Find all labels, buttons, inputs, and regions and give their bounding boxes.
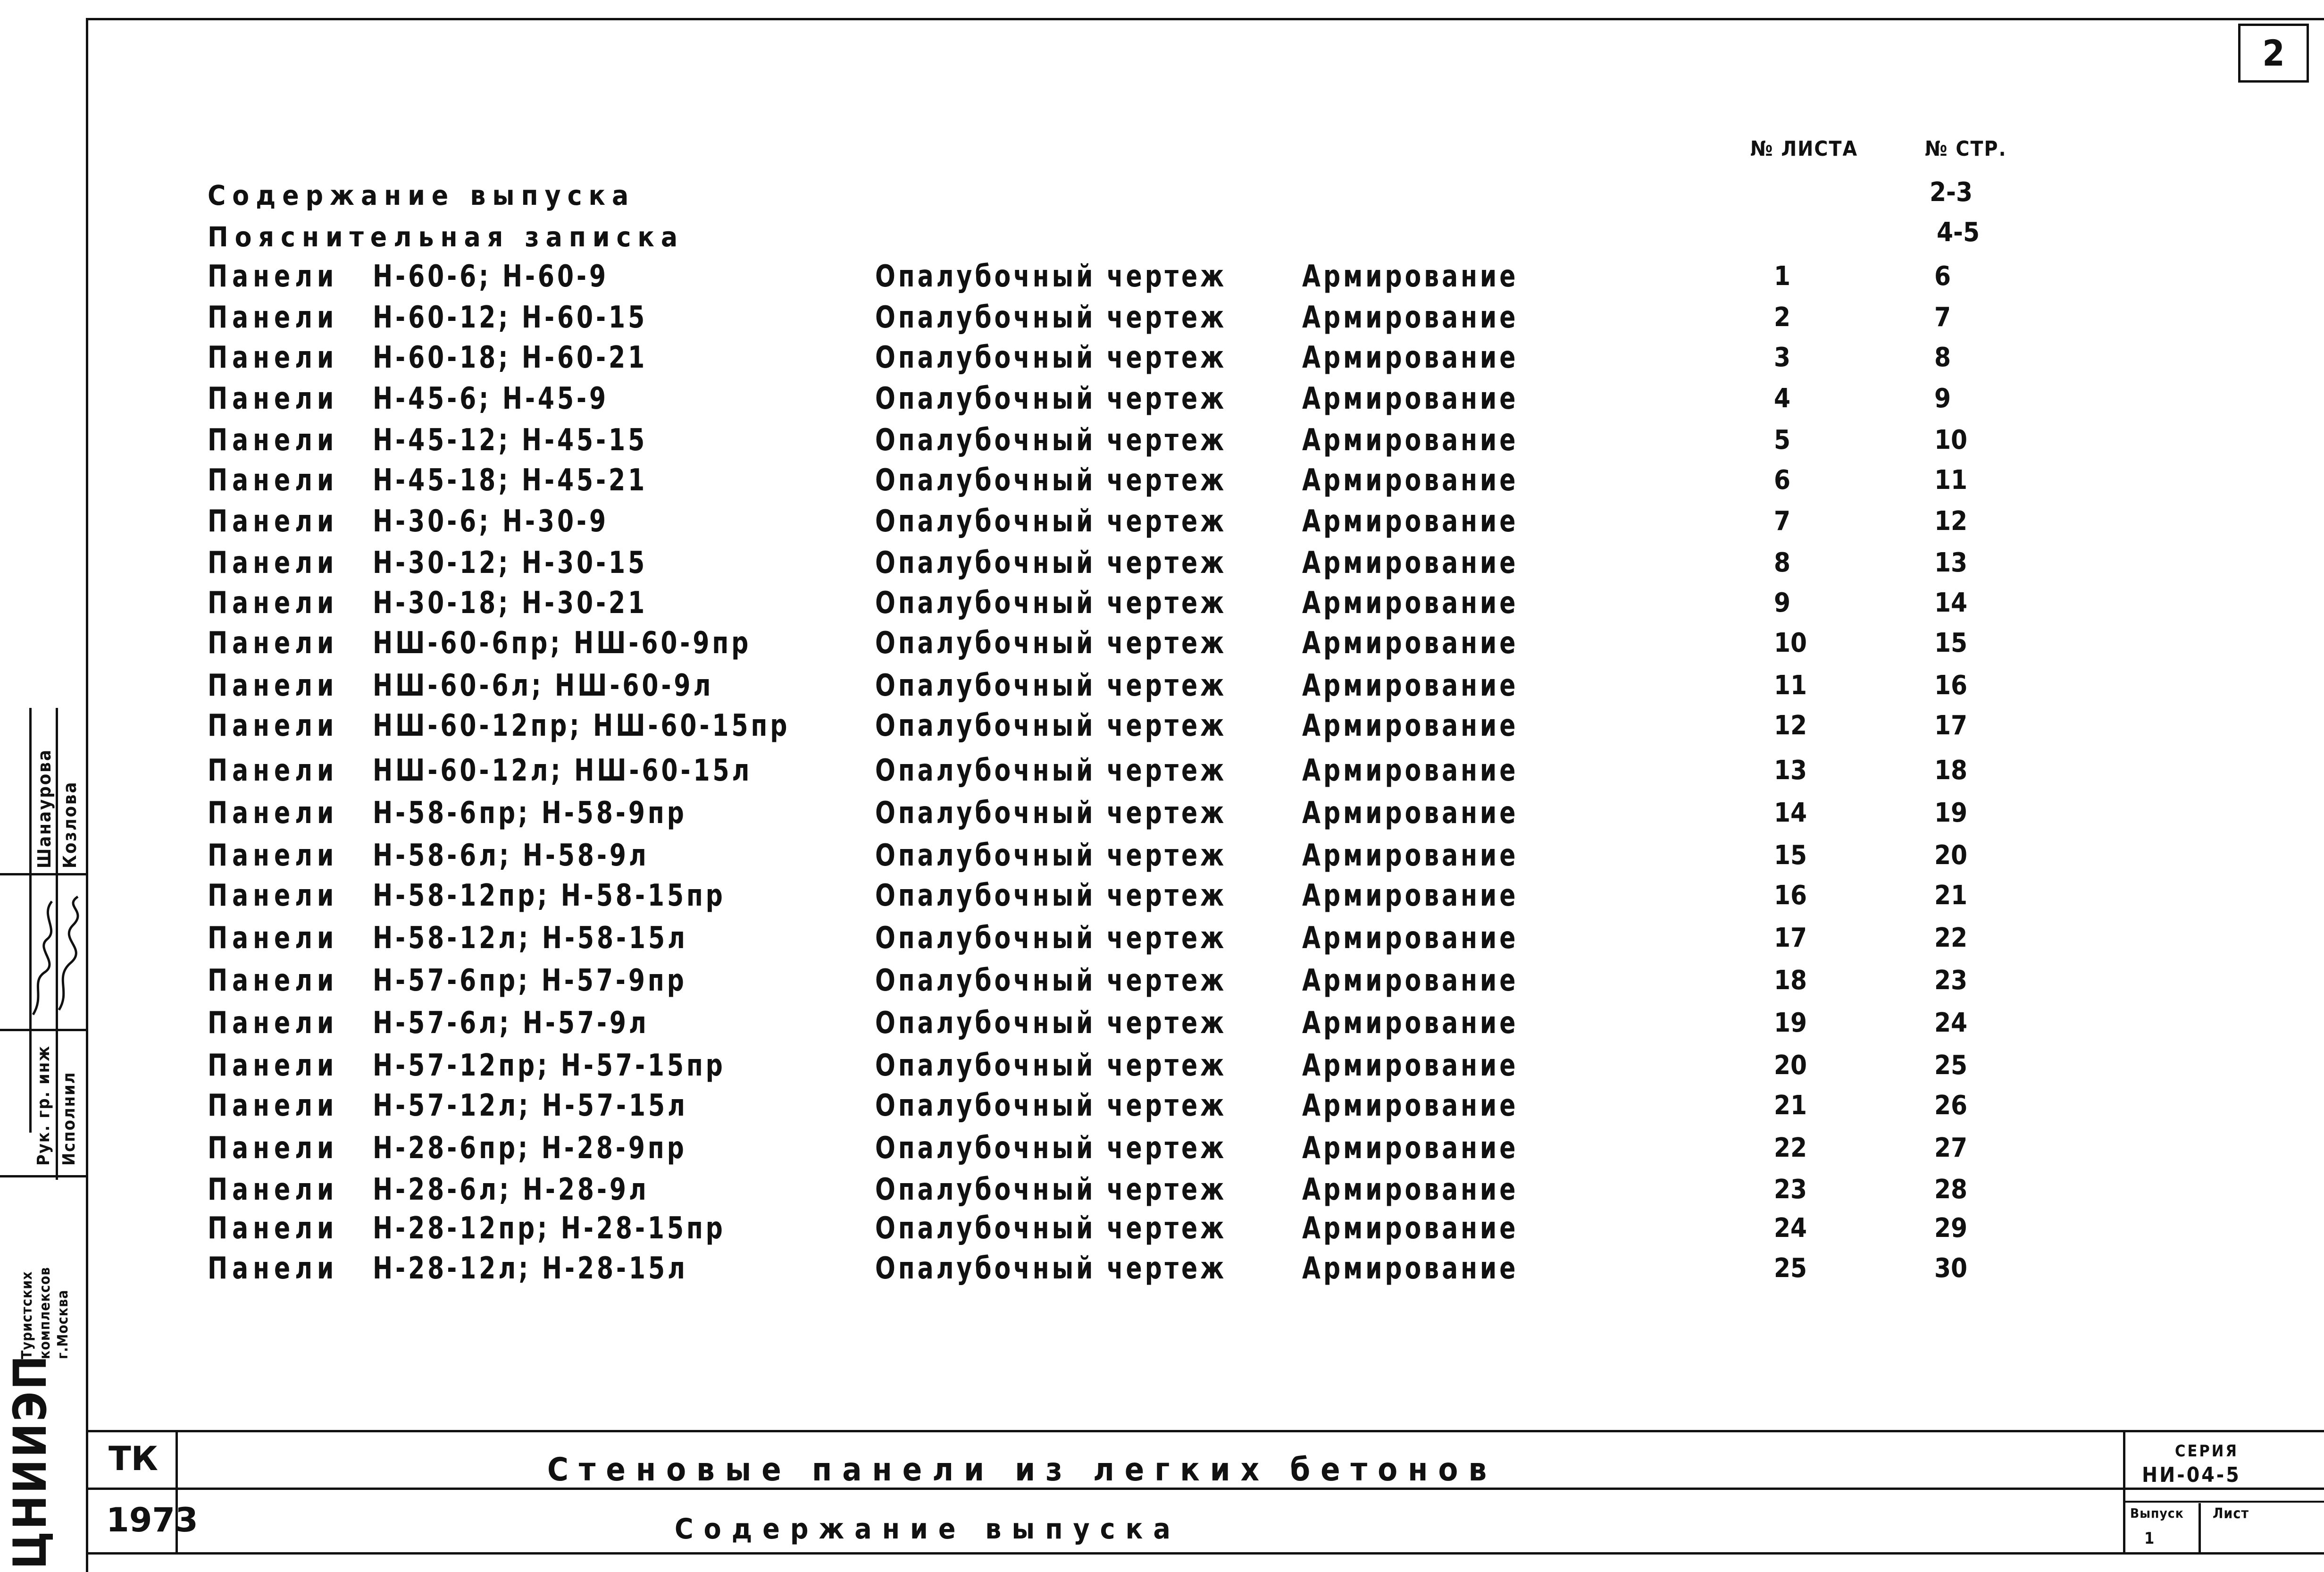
stamp-org-name-2: комплексов — [37, 1267, 53, 1359]
row-marks: Н-45-6; Н-45-9 — [373, 381, 609, 416]
row-label: Панели — [208, 545, 339, 580]
row-marks: Н-60-12; Н-60-15 — [373, 300, 648, 335]
row-drawing: Опалубочный чертеж — [875, 1005, 1227, 1041]
stamp-org-name-3: г.Москва — [55, 1289, 71, 1359]
row-reinforcement: Армирование — [1302, 585, 1519, 621]
row-label: Панели — [208, 838, 339, 873]
row-page-no: 8 — [1934, 342, 1951, 373]
row-page-no: 13 — [1934, 547, 1968, 578]
row-marks: Н-28-6пр; Н-28-9пр — [373, 1130, 687, 1166]
row-marks: Н-57-12л; Н-57-15л — [373, 1088, 688, 1123]
document-subtitle: Содержание выпуска — [675, 1513, 1181, 1546]
row-drawing: Опалубочный чертеж — [875, 708, 1227, 743]
row-drawing: Опалубочный чертеж — [875, 668, 1227, 703]
row-reinforcement: Армирование — [1302, 545, 1519, 580]
row-drawing: Опалубочный чертеж — [875, 920, 1227, 956]
row-marks: Н-30-6; Н-30-9 — [373, 504, 609, 539]
signature-mark — [26, 887, 85, 1024]
title-block-divider-right — [2123, 1430, 2125, 1555]
sheet-number: 2 — [2262, 32, 2285, 74]
stamp-line-4 — [0, 1029, 86, 1031]
row-reinforcement: Армирование — [1302, 668, 1519, 703]
stamp-role-1: Рук. гр. инж — [34, 1045, 53, 1166]
row-marks: НШ-60-6л; НШ-60-9л — [373, 668, 714, 703]
row-marks: Н-45-12; Н-45-15 — [373, 422, 648, 458]
row-marks: Н-58-6л; Н-58-9л — [373, 838, 649, 873]
sheet-no-column-header: № ЛИСТА — [1750, 137, 1858, 161]
row-sheet-no: 1 — [1774, 261, 1791, 292]
row-label: Панели — [208, 878, 339, 913]
row-label: Панели — [208, 381, 339, 416]
row-drawing: Опалубочный чертеж — [875, 259, 1227, 294]
row-label: Панели — [208, 1048, 339, 1083]
row-page-no: 10 — [1934, 425, 1968, 455]
row-sheet-no: 2 — [1774, 302, 1791, 333]
row-page-no: 30 — [1934, 1253, 1968, 1284]
row-drawing: Опалубочный чертеж — [875, 1048, 1227, 1083]
row-label: Панели — [208, 753, 339, 788]
row-drawing: Опалубочный чертеж — [875, 300, 1227, 335]
org-code: ТК — [109, 1439, 158, 1478]
stamp-name-1: Шанаурова — [34, 748, 55, 868]
intro-contents-page: 2-3 — [1930, 177, 1973, 208]
row-sheet-no: 25 — [1774, 1253, 1807, 1284]
row-page-no: 26 — [1934, 1090, 1968, 1121]
row-marks: Н-30-12; Н-30-15 — [373, 545, 648, 580]
row-sheet-no: 3 — [1774, 342, 1791, 373]
series-value: НИ-04-5 — [2142, 1463, 2241, 1487]
stamp-line-5 — [0, 1175, 86, 1177]
row-page-no: 22 — [1934, 923, 1968, 953]
row-reinforcement: Армирование — [1302, 838, 1519, 873]
row-sheet-no: 24 — [1774, 1213, 1807, 1244]
row-drawing: Опалубочный чертеж — [875, 838, 1227, 873]
stamp-role-2: Исполнил — [59, 1071, 79, 1166]
row-sheet-no: 15 — [1774, 840, 1807, 871]
row-sheet-no: 12 — [1774, 710, 1807, 741]
row-page-no: 6 — [1934, 261, 1951, 292]
row-sheet-no: 7 — [1774, 506, 1791, 537]
issue-value: 1 — [2144, 1529, 2157, 1548]
row-reinforcement: Армирование — [1302, 1048, 1519, 1083]
row-page-no: 28 — [1934, 1174, 1968, 1205]
stamp-org-logo: ЦНИИЭП — [4, 1353, 57, 1569]
row-marks: Н-28-6л; Н-28-9л — [373, 1172, 649, 1207]
stamp-name-2: Козлова — [59, 781, 80, 868]
row-drawing: Опалубочный чертеж — [875, 340, 1227, 375]
row-reinforcement: Армирование — [1302, 708, 1519, 743]
row-reinforcement: Армирование — [1302, 462, 1519, 498]
row-sheet-no: 10 — [1774, 628, 1807, 658]
row-reinforcement: Армирование — [1302, 381, 1519, 416]
row-page-no: 23 — [1934, 965, 1968, 996]
document-title: Стеновые панели из легких бетонов — [547, 1451, 1497, 1488]
row-page-no: 24 — [1934, 1008, 1968, 1038]
row-reinforcement: Армирование — [1302, 259, 1519, 294]
stamp-org-name-1: Туристских — [19, 1271, 35, 1359]
row-drawing: Опалубочный чертеж — [875, 1130, 1227, 1166]
row-reinforcement: Армирование — [1302, 300, 1519, 335]
row-drawing: Опалубочный чертеж — [875, 585, 1227, 621]
row-sheet-no: 23 — [1774, 1174, 1807, 1205]
intro-explanatory-note: Пояснительная записка — [208, 221, 685, 253]
row-drawing: Опалубочный чертеж — [875, 878, 1227, 913]
row-page-no: 11 — [1934, 465, 1968, 496]
row-sheet-no: 11 — [1774, 670, 1807, 701]
row-sheet-no: 18 — [1774, 965, 1807, 996]
row-page-no: 9 — [1934, 383, 1951, 414]
row-reinforcement: Армирование — [1302, 1172, 1519, 1207]
row-sheet-no: 21 — [1774, 1090, 1807, 1121]
row-drawing: Опалубочный чертеж — [875, 1088, 1227, 1123]
row-sheet-no: 8 — [1774, 547, 1791, 578]
row-label: Панели — [208, 462, 339, 498]
row-sheet-no: 19 — [1774, 1008, 1807, 1038]
row-marks: Н-58-12л; Н-58-15л — [373, 920, 688, 956]
row-reinforcement: Армирование — [1302, 920, 1519, 956]
row-drawing: Опалубочный чертеж — [875, 1251, 1227, 1286]
row-page-no: 16 — [1934, 670, 1968, 701]
row-label: Панели — [208, 708, 339, 743]
row-marks: Н-28-12пр; Н-28-15пр — [373, 1211, 726, 1246]
row-label: Панели — [208, 1211, 339, 1246]
row-page-no: 25 — [1934, 1050, 1968, 1081]
row-sheet-no: 13 — [1774, 755, 1807, 786]
row-page-no: 7 — [1934, 302, 1951, 333]
row-page-no: 18 — [1934, 755, 1968, 786]
row-drawing: Опалубочный чертеж — [875, 625, 1227, 661]
year: 1973 — [106, 1501, 198, 1539]
row-sheet-no: 6 — [1774, 465, 1791, 496]
row-sheet-no: 5 — [1774, 425, 1791, 455]
row-reinforcement: Армирование — [1302, 753, 1519, 788]
row-reinforcement: Армирование — [1302, 340, 1519, 375]
row-marks: Н-30-18; Н-30-21 — [373, 585, 648, 621]
row-page-no: 29 — [1934, 1213, 1968, 1244]
row-page-no: 15 — [1934, 628, 1968, 658]
row-label: Панели — [208, 259, 339, 294]
row-label: Панели — [208, 585, 339, 621]
row-page-no: 14 — [1934, 588, 1968, 618]
row-marks: Н-60-6; Н-60-9 — [373, 259, 609, 294]
row-page-no: 21 — [1934, 880, 1968, 911]
row-label: Панели — [208, 920, 339, 956]
row-label: Панели — [208, 668, 339, 703]
intro-contents: Содержание выпуска — [208, 179, 635, 211]
row-label: Панели — [208, 504, 339, 539]
issue-label: Выпуск — [2130, 1505, 2184, 1521]
row-drawing: Опалубочный чертеж — [875, 381, 1227, 416]
row-marks: Н-57-12пр; Н-57-15пр — [373, 1048, 726, 1083]
row-marks: Н-28-12л; Н-28-15л — [373, 1251, 688, 1286]
row-page-no: 27 — [1934, 1133, 1968, 1163]
row-label: Панели — [208, 422, 339, 458]
row-sheet-no: 9 — [1774, 588, 1791, 618]
row-label: Панели — [208, 795, 339, 831]
sheet-number-box — [2238, 24, 2309, 83]
row-label: Панели — [208, 963, 339, 998]
row-reinforcement: Армирование — [1302, 1251, 1519, 1286]
row-sheet-no: 4 — [1774, 383, 1791, 414]
row-page-no: 20 — [1934, 840, 1968, 871]
row-reinforcement: Армирование — [1302, 625, 1519, 661]
row-label: Панели — [208, 1251, 339, 1286]
row-marks: Н-57-6л; Н-57-9л — [373, 1005, 649, 1041]
row-drawing: Опалубочный чертеж — [875, 963, 1227, 998]
row-marks: Н-57-6пр; Н-57-9пр — [373, 963, 687, 998]
row-marks: НШ-60-6пр; НШ-60-9пр — [373, 625, 752, 661]
row-reinforcement: Армирование — [1302, 1088, 1519, 1123]
row-marks: НШ-60-12пр; НШ-60-15пр — [373, 708, 790, 743]
row-sheet-no: 17 — [1774, 923, 1807, 953]
row-sheet-no: 20 — [1774, 1050, 1807, 1081]
row-drawing: Опалубочный чертеж — [875, 462, 1227, 498]
row-marks: Н-58-6пр; Н-58-9пр — [373, 795, 687, 831]
row-sheet-no: 14 — [1774, 798, 1807, 828]
row-sheet-no: 16 — [1774, 880, 1807, 911]
title-block-series-line — [2123, 1501, 2324, 1503]
row-label: Панели — [208, 1130, 339, 1166]
row-reinforcement: Армирование — [1302, 878, 1519, 913]
title-block-top-line — [86, 1430, 2324, 1432]
row-reinforcement: Армирование — [1302, 1211, 1519, 1246]
row-page-no: 19 — [1934, 798, 1968, 828]
row-reinforcement: Армирование — [1302, 795, 1519, 831]
row-drawing: Опалубочный чертеж — [875, 504, 1227, 539]
row-marks: НШ-60-12л; НШ-60-15л — [373, 753, 752, 788]
row-sheet-no: 22 — [1774, 1133, 1807, 1163]
row-label: Панели — [208, 1005, 339, 1041]
row-drawing: Опалубочный чертеж — [875, 545, 1227, 580]
row-label: Панели — [208, 300, 339, 335]
page-no-column-header: № СТР. — [1925, 137, 2007, 161]
title-block-divider-issue — [2199, 1503, 2201, 1555]
row-reinforcement: Армирование — [1302, 504, 1519, 539]
title-block-bottom-line — [86, 1552, 2324, 1555]
intro-explanatory-note-page: 4-5 — [1937, 217, 1980, 248]
row-reinforcement: Армирование — [1302, 1130, 1519, 1166]
row-drawing: Опалубочный чертеж — [875, 422, 1227, 458]
frame-left-line — [86, 18, 88, 1572]
row-label: Панели — [208, 625, 339, 661]
row-drawing: Опалубочный чертеж — [875, 1211, 1227, 1246]
row-label: Панели — [208, 340, 339, 375]
row-drawing: Опалубочный чертеж — [875, 1172, 1227, 1207]
frame-top-line — [86, 18, 2324, 20]
row-marks: Н-60-18; Н-60-21 — [373, 340, 648, 375]
row-marks: Н-45-18; Н-45-21 — [373, 462, 648, 498]
row-page-no: 17 — [1934, 710, 1968, 741]
row-drawing: Опалубочный чертеж — [875, 753, 1227, 788]
sheet-label: Лист — [2213, 1505, 2249, 1522]
row-reinforcement: Армирование — [1302, 422, 1519, 458]
stamp-line-3 — [0, 873, 86, 875]
row-page-no: 12 — [1934, 506, 1968, 537]
row-drawing: Опалубочный чертеж — [875, 795, 1227, 831]
row-label: Панели — [208, 1088, 339, 1123]
row-marks: Н-58-12пр; Н-58-15пр — [373, 878, 726, 913]
series-label: СЕРИЯ — [2175, 1442, 2239, 1461]
row-reinforcement: Армирование — [1302, 963, 1519, 998]
row-reinforcement: Армирование — [1302, 1005, 1519, 1041]
row-label: Панели — [208, 1172, 339, 1207]
